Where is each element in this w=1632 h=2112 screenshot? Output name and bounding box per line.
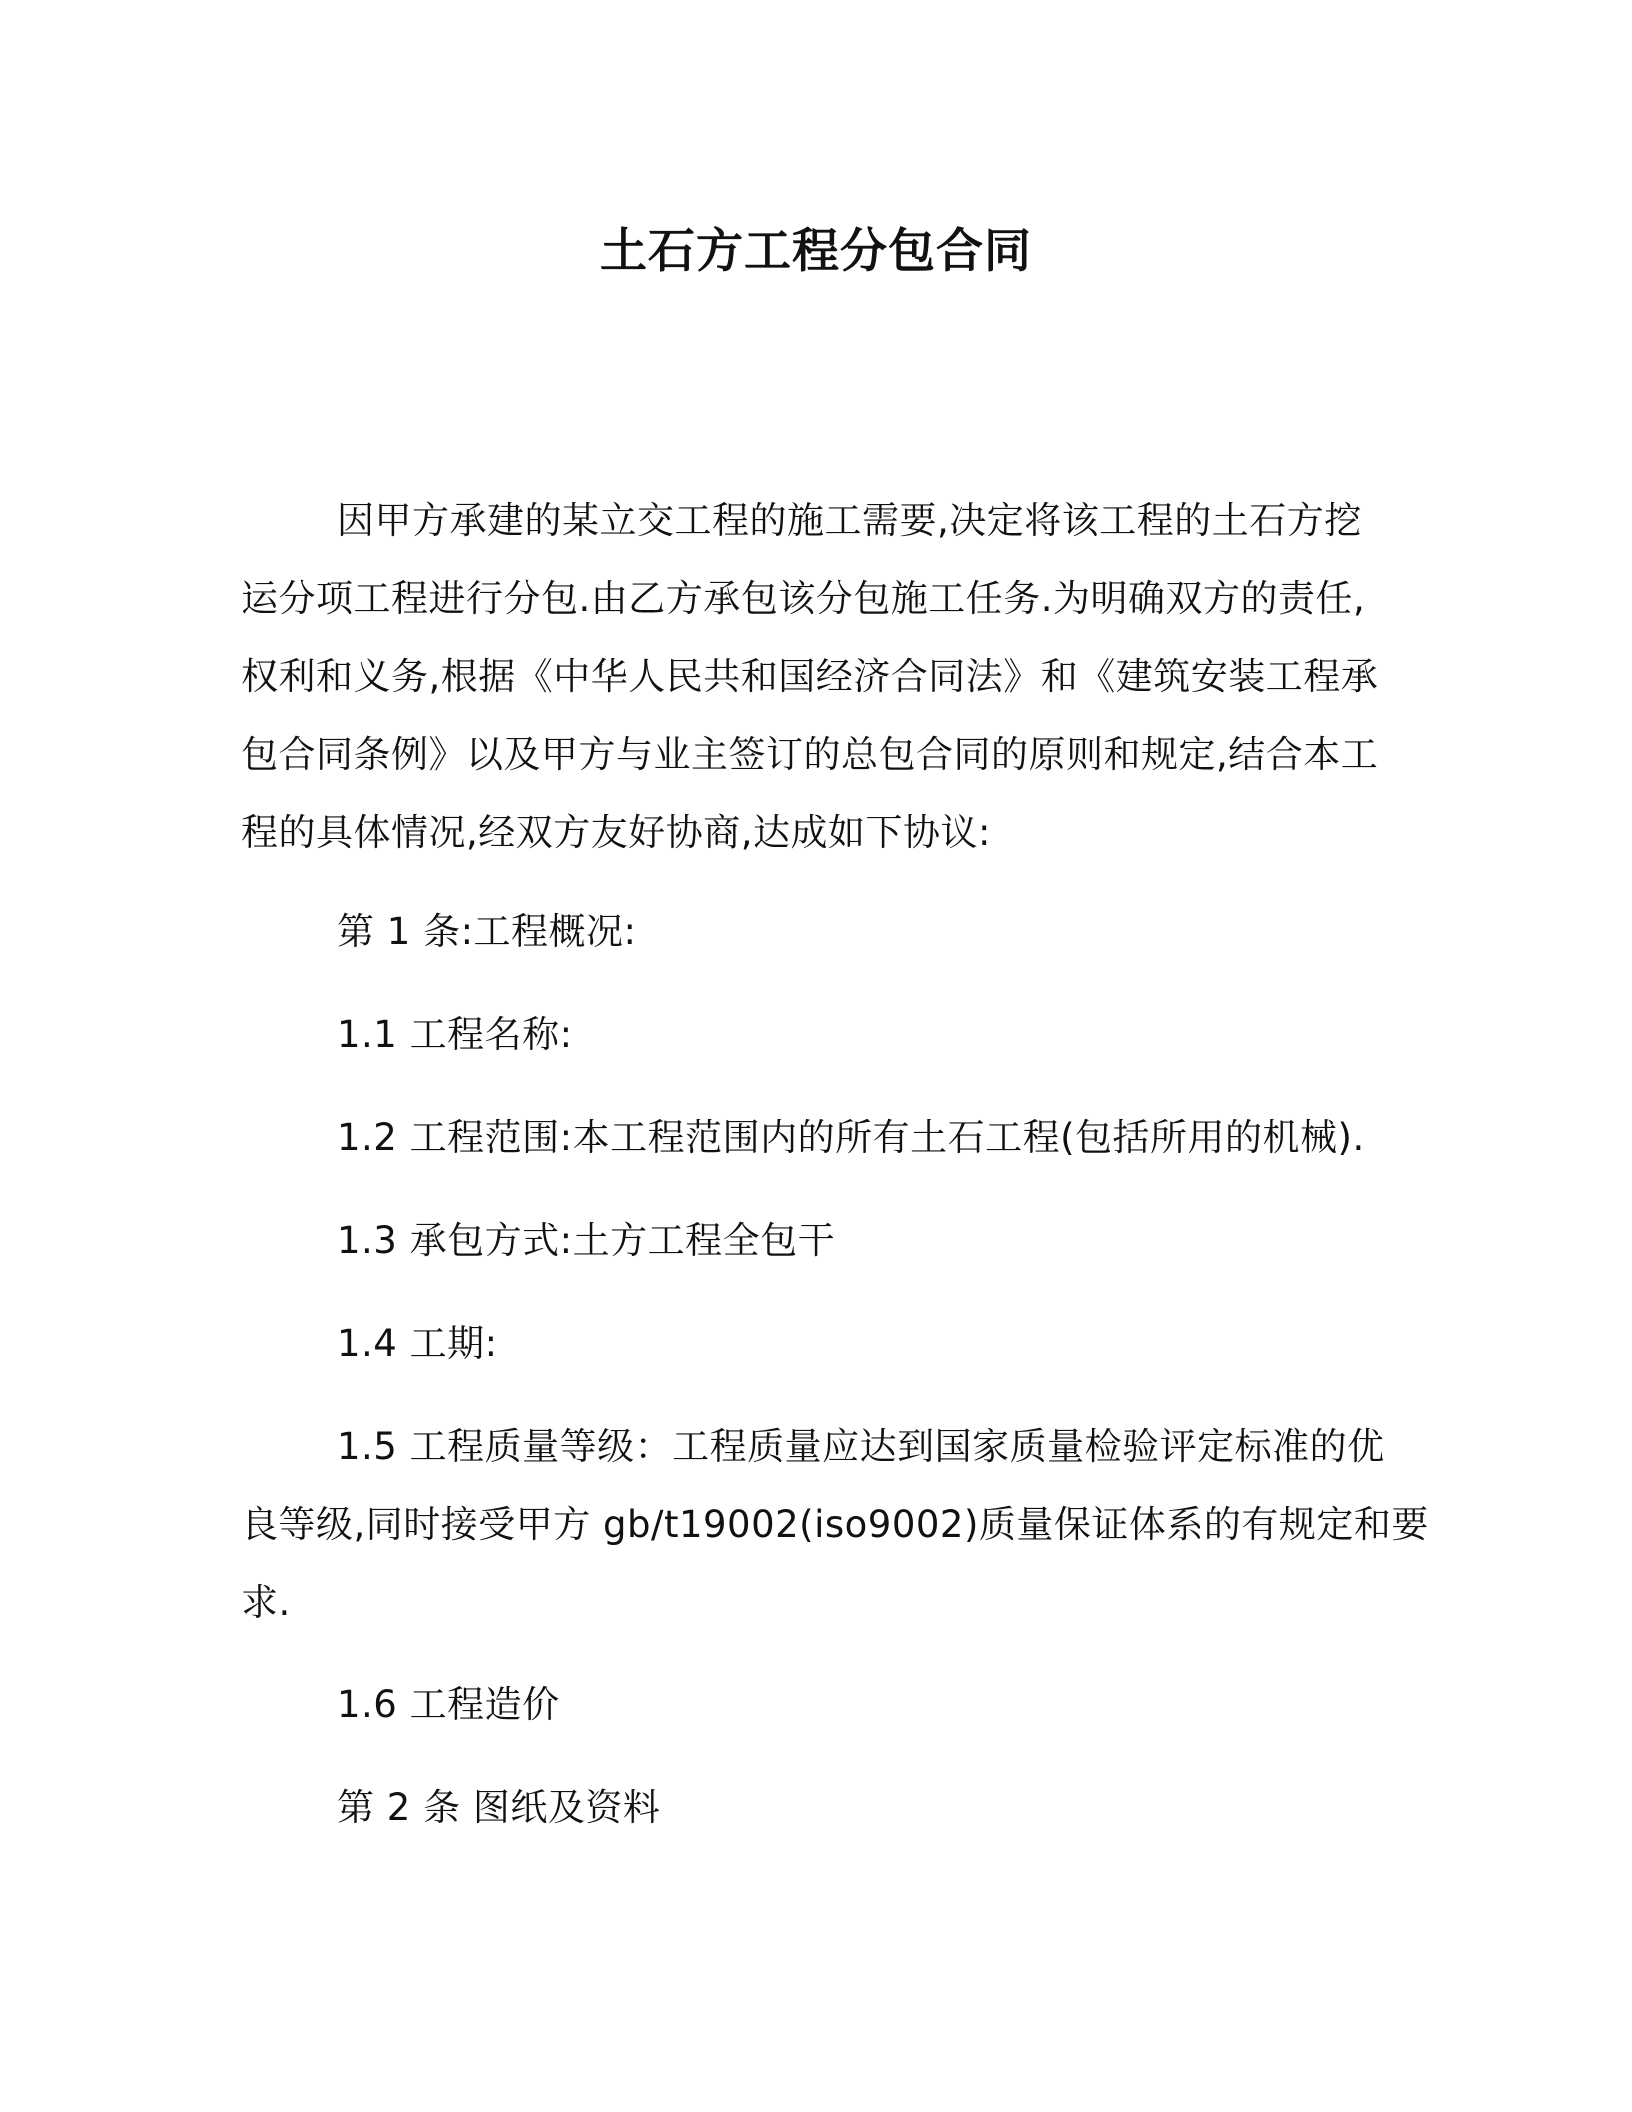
preamble-line: 运分项工程进行分包.由乙方承包该分包施工任务.为明确双方的责任,: [241, 577, 1366, 620]
clause-1-5-line: 求.: [241, 1581, 291, 1624]
preamble-line: 权利和义务,根据《中华人民共和国经济合同法》和《建筑安装工程承: [241, 655, 1379, 698]
article-2-heading: 第 2 条 图纸及资料: [337, 1786, 661, 1829]
article-1-heading: 第 1 条:工程概况:: [337, 910, 637, 953]
preamble-line: 包合同条例》以及甲方与业主签订的总包合同的原则和规定,结合本工: [241, 733, 1379, 776]
clause-1-1: 1.1 工程名称:: [337, 1013, 573, 1056]
clause-1-2: 1.2 工程范围:本工程范围内的所有土石工程(包括所用的机械).: [337, 1116, 1365, 1159]
clause-1-4: 1.4 工期:: [337, 1322, 498, 1365]
clause-1-6: 1.6 工程造价: [337, 1683, 560, 1726]
document-title: 土石方工程分包合同: [600, 224, 1032, 279]
clause-1-5-line: 1.5 工程质量等级：工程质量应达到国家质量检验评定标准的优: [337, 1425, 1385, 1468]
clause-1-3: 1.3 承包方式:土方工程全包干: [337, 1219, 836, 1262]
preamble-line: 因甲方承建的某立交工程的施工需要,决定将该工程的土石方挖: [337, 499, 1362, 542]
preamble-line: 程的具体情况,经双方友好协商,达成如下协议:: [241, 811, 991, 854]
clause-1-5-line: 良等级,同时接受甲方 gb/t19002(iso9002)质量保证体系的有规定和要: [241, 1503, 1429, 1546]
